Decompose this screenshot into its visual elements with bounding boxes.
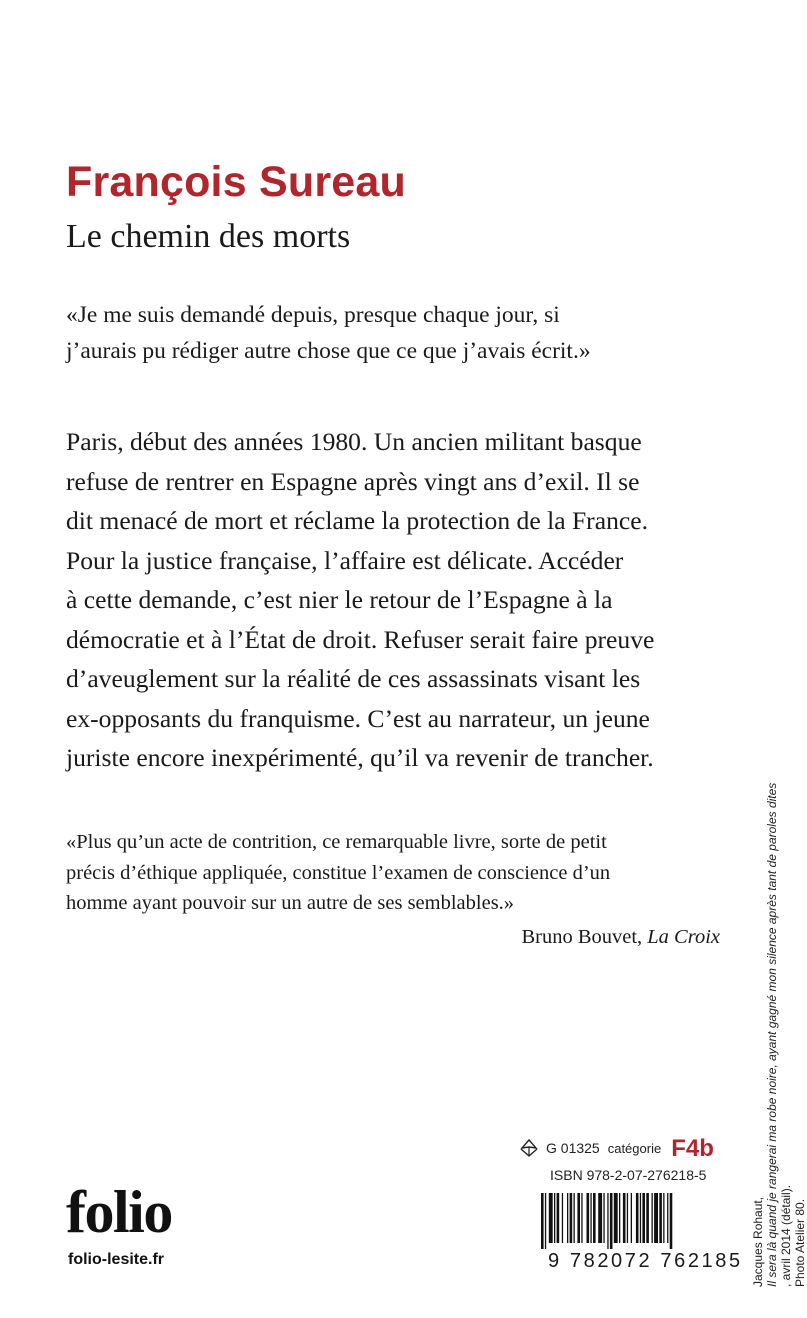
review-line: «Plus qu’un acte de contrition, ce remarquable livre, sorte de petit bbox=[66, 831, 607, 853]
epigraph-quote bbox=[66, 297, 718, 369]
credit-line-photo: Photo Atelier 80. bbox=[793, 1198, 807, 1287]
barcode-bar bbox=[545, 1193, 546, 1249]
publisher-website: folio-lesite.fr bbox=[68, 1251, 165, 1268]
review-source bbox=[521, 922, 720, 953]
author-name: François Sureau bbox=[66, 158, 406, 206]
summary-line: dit menacé de mort et réclame la protection de la France. bbox=[66, 506, 648, 535]
reference-code: G 01325 bbox=[546, 1140, 600, 1156]
folio-logo: folio bbox=[66, 1179, 172, 1245]
credit-artwork-title: Il sera là quand je rangerai ma robe noire, ayant gagné mon silence après tant de paroles dites bbox=[765, 782, 779, 1287]
barcode-bar bbox=[570, 1193, 573, 1243]
barcode-bar bbox=[590, 1193, 591, 1243]
barcode-bar bbox=[557, 1193, 560, 1243]
barcode-digits: 9 782072 762185 bbox=[548, 1250, 743, 1272]
isbn-number: ISBN 978-2-07-276218-5 bbox=[550, 1167, 707, 1183]
credit-artist: Jacques Rohaut, bbox=[751, 1196, 765, 1287]
review-line: homme ayant pouvoir sur un autre de ses semblables.» bbox=[66, 892, 515, 914]
summary-line: Pour la justice française, l’affaire est délicate. Accéder bbox=[66, 545, 624, 575]
barcode-bar bbox=[627, 1193, 628, 1243]
barcode-bar bbox=[603, 1193, 604, 1243]
barcode-bar bbox=[646, 1193, 649, 1243]
book-title: Le chemin des morts bbox=[66, 218, 351, 255]
barcode-bar bbox=[554, 1193, 555, 1243]
credit-date: , avril 2014 (détail). bbox=[779, 1184, 793, 1287]
barcode bbox=[540, 1193, 722, 1249]
summary-line: d’aveuglement sur la réalité de ces assassinats visant les bbox=[66, 664, 641, 693]
summary-line: démocratie et à l’État de droit. Refuser serait faire preuve bbox=[66, 624, 655, 654]
barcode-bar bbox=[636, 1193, 639, 1243]
summary-line: ex-opposants du franquisme. C’est au narrateur, un jeune bbox=[66, 703, 650, 733]
review-publication: La Croix bbox=[647, 926, 720, 948]
barcode-bar bbox=[549, 1193, 553, 1243]
barcode-bar bbox=[567, 1193, 568, 1243]
barcode-bar bbox=[640, 1193, 641, 1243]
product-code-line bbox=[518, 1135, 714, 1163]
barcode-bar bbox=[642, 1193, 645, 1243]
cover-credit bbox=[751, 783, 807, 1287]
barcode-bar bbox=[581, 1193, 582, 1243]
barcode-bar bbox=[652, 1193, 653, 1243]
barcode-bar bbox=[623, 1193, 626, 1243]
barcode-bar bbox=[631, 1193, 632, 1243]
barcode-bar bbox=[654, 1193, 658, 1243]
barcode-bar bbox=[614, 1193, 618, 1243]
review-line: précis d’éthique appliquée, constitue l’examen de conscience d’un bbox=[66, 861, 611, 884]
barcode-bar bbox=[562, 1193, 563, 1243]
barcode-bar bbox=[670, 1193, 673, 1249]
category-code: F4b bbox=[671, 1135, 714, 1162]
barcode-bar bbox=[607, 1193, 608, 1249]
barcode-bar bbox=[598, 1193, 602, 1243]
book-summary bbox=[66, 422, 726, 778]
barcode-bar bbox=[663, 1193, 664, 1243]
summary-line: juriste encore inexpérimenté, qu’il va revenir de trancher. bbox=[66, 743, 654, 772]
summary-line: Paris, début des années 1980. Un ancien militant basque bbox=[66, 427, 642, 456]
barcode-bar bbox=[541, 1193, 544, 1249]
credit-line-artwork bbox=[751, 783, 793, 1287]
barcode-bar bbox=[574, 1193, 575, 1243]
barcode-bar bbox=[667, 1193, 668, 1243]
barcode-bar bbox=[659, 1193, 662, 1243]
barcode-bar bbox=[619, 1193, 620, 1243]
summary-line: à cette demande, c’est nier le retour de l’Espagne à la bbox=[66, 585, 613, 614]
reviewer-name: Bruno Bouvet, bbox=[521, 926, 648, 948]
epigraph-line: j’aurais pu rédiger autre chose que ce que j’avais écrit.» bbox=[66, 338, 591, 364]
folio-emblem-icon bbox=[518, 1139, 540, 1160]
barcode-bar bbox=[593, 1193, 596, 1243]
summary-line: refuse de rentrer en Espagne après vingt ans d’exil. Il se bbox=[66, 466, 640, 496]
epigraph-line: «Je me suis demandé depuis, presque chaque jour, si bbox=[66, 302, 560, 328]
barcode-bar bbox=[587, 1193, 590, 1243]
press-review bbox=[66, 827, 718, 919]
barcode-bar bbox=[577, 1193, 580, 1243]
category-label: catégorie bbox=[607, 1141, 662, 1156]
barcode-bar bbox=[610, 1193, 613, 1249]
